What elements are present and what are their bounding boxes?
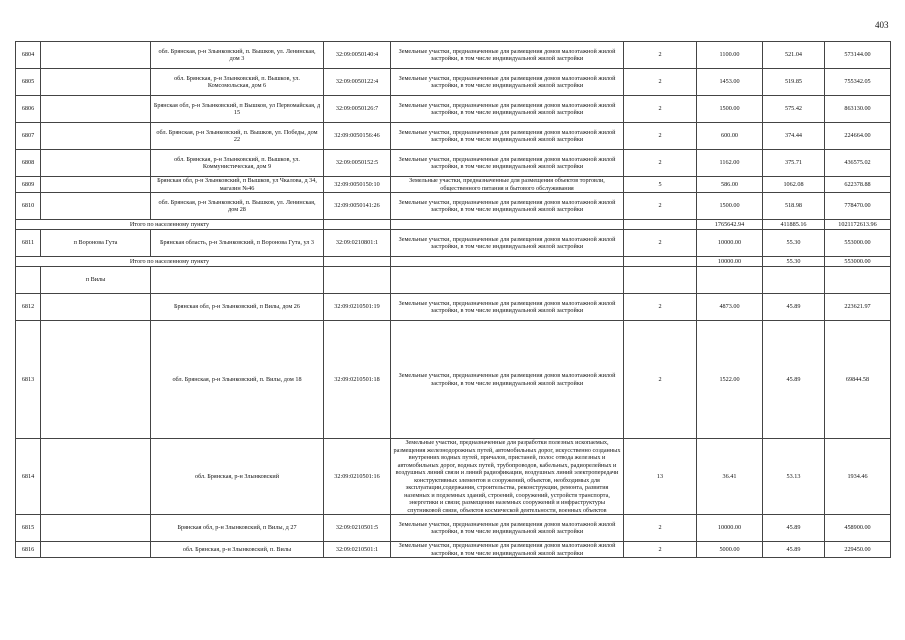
total-area: 10000.00: [697, 257, 763, 267]
settlement-cell: п Воронова Гута: [41, 230, 151, 257]
row-number: 6807: [16, 123, 41, 150]
group-code-cell: 2: [624, 294, 697, 321]
table-row: [16, 321, 891, 439]
total-area: 1765642.94: [697, 220, 763, 230]
address-cell: Брянская обл, р-н Злынковский, п Вилы, д 27: [151, 515, 324, 542]
empty-cell: [391, 267, 624, 294]
table-row: [16, 515, 891, 542]
row-number: 6808: [16, 150, 41, 177]
register-table: [15, 41, 891, 558]
settlement-cell: [41, 439, 151, 515]
unit-cadastral-value-cell: 575.42: [763, 96, 825, 123]
table-row: [16, 230, 891, 257]
row-number: 6805: [16, 69, 41, 96]
land-use-description-cell: Земельные участки, предназначенные для размещения домов малоэтажной жилой застройки, в том числе индивидуальной жилой застройки: [391, 542, 624, 558]
area-cell: 4873.00: [697, 294, 763, 321]
unit-cadastral-value-cell: 375.71: [763, 150, 825, 177]
address-cell: обл. Брянская, р-н Злынковский, п. Вышков, ул. Ленинская, дом 28: [151, 193, 324, 220]
area-cell: 1453.00: [697, 69, 763, 96]
settlement-cell: [41, 150, 151, 177]
cadastral-number-cell: 32:09:0050150:10: [324, 177, 391, 193]
unit-cadastral-value-cell: 518.98: [763, 193, 825, 220]
settlement-cell: [41, 193, 151, 220]
area-cell: 5000.00: [697, 542, 763, 558]
cadastral-value-cell: 622378.88: [825, 177, 891, 193]
table-row: [16, 193, 891, 220]
cadastral-value-cell: 778470.00: [825, 193, 891, 220]
group-code-cell: 2: [624, 42, 697, 69]
row-number: 6810: [16, 193, 41, 220]
group-code-cell: 2: [624, 321, 697, 439]
address-cell: Брянская обл, р-н Злынковский, п Вышков, ул Чкалова, д 34, магазин №46: [151, 177, 324, 193]
land-use-description-cell: Земельные участки, предназначенные для размещения домов малоэтажной жилой застройки, в том числе индивидуальной жилой застройки: [391, 230, 624, 257]
cadastral-value-cell: 224664.00: [825, 123, 891, 150]
area-cell: 1500.00: [697, 96, 763, 123]
cadastral-value-cell: 458900.00: [825, 515, 891, 542]
area-cell: 600.00: [697, 123, 763, 150]
address-cell: обл. Брянская, р-н Злынковский, п. Вышков, ул. Коммунистическая, дом 9: [151, 150, 324, 177]
cadastral-number-cell: 32:09:0210501:5: [324, 515, 391, 542]
empty-cell: [763, 267, 825, 294]
settlement-cell: [41, 69, 151, 96]
unit-cadastral-value-cell: 45.89: [763, 515, 825, 542]
unit-cadastral-value-cell: 45.89: [763, 294, 825, 321]
area-cell: 1162.00: [697, 150, 763, 177]
row-number: 6812: [16, 294, 41, 321]
area-cell: 1100.00: [697, 42, 763, 69]
cadastral-number-cell: 32:09:0050141:26: [324, 193, 391, 220]
address-cell: обл. Брянская, р-н Злынковский, п. Вилы: [151, 542, 324, 558]
cadastral-number-cell: 32:09:0050152:5: [324, 150, 391, 177]
row-number: 6814: [16, 439, 41, 515]
land-use-description-cell: Земельные участки, предназначенные для размещения объектов торговли, общественного питания и бытового обслуживания: [391, 177, 624, 193]
page-number: 403: [875, 20, 889, 30]
table-row: [16, 542, 891, 558]
empty-cell: [324, 257, 391, 267]
row-number: 6815: [16, 515, 41, 542]
cadastral-value-cell: 863130.00: [825, 96, 891, 123]
land-use-description-cell: Земельные участки, предназначенные для размещения домов малоэтажной жилой застройки, в том числе индивидуальной жилой застройки: [391, 96, 624, 123]
cadastral-value-cell: 223621.97: [825, 294, 891, 321]
total-cadastral-value: 553000.00: [825, 257, 891, 267]
land-use-description-cell: Земельные участки, предназначенные для размещения домов малоэтажной жилой застройки, в том числе индивидуальной жилой застройки: [391, 42, 624, 69]
land-use-description-cell: Земельные участки, предназначенные для размещения домов малоэтажной жилой застройки, в том числе индивидуальной жилой застройки: [391, 515, 624, 542]
cadastral-number-cell: 32:09:0050122:4: [324, 69, 391, 96]
settlement-cell: [41, 515, 151, 542]
settlement-total-row: [16, 220, 891, 230]
unit-cadastral-value-cell: 519.85: [763, 69, 825, 96]
empty-cell: [624, 267, 697, 294]
cadastral-number-cell: 32:09:0210501:1: [324, 542, 391, 558]
cadastral-number-cell: 32:09:0050156:46: [324, 123, 391, 150]
settlement-total-row: [16, 257, 891, 267]
settlement-cell: [41, 321, 151, 439]
table-row: [16, 42, 891, 69]
cadastral-value-cell: 69844.58: [825, 321, 891, 439]
cadastral-number-cell: 32:09:0210501:16: [324, 439, 391, 515]
unit-cadastral-value-cell: 45.89: [763, 542, 825, 558]
address-cell: обл. Брянская, р-н Злынковский, п. Вилы, дом 18: [151, 321, 324, 439]
table-row: [16, 177, 891, 193]
table-row: [16, 69, 891, 96]
empty-cell: [697, 267, 763, 294]
empty-cell: [324, 220, 391, 230]
group-code-cell: 2: [624, 515, 697, 542]
unit-cadastral-value-cell: 45.89: [763, 321, 825, 439]
table-row: [16, 123, 891, 150]
empty-cell: [151, 267, 324, 294]
group-code-cell: 2: [624, 96, 697, 123]
empty-cell: [825, 267, 891, 294]
cadastral-number-cell: 32:09:0210501:19: [324, 294, 391, 321]
address-cell: Брянская обл, р-н Злынковский, п Вилы, дом 26: [151, 294, 324, 321]
land-use-description-cell: Земельные участки, предназначенные для размещения домов малоэтажной жилой застройки, в том числе индивидуальной жилой застройки: [391, 321, 624, 439]
empty-cell: [624, 257, 697, 267]
area-cell: 10000.00: [697, 230, 763, 257]
address-cell: Брянская область, р-н Злынковский, п Воронова Гута, ул 3: [151, 230, 324, 257]
area-cell: 586.00: [697, 177, 763, 193]
address-cell: обл. Брянская, р-н Злынковский, п. Вышков, ул. Победы, дом 22: [151, 123, 324, 150]
table-row: [16, 150, 891, 177]
empty-cell: [391, 257, 624, 267]
area-cell: 1500.00: [697, 193, 763, 220]
table-row: [16, 294, 891, 321]
group-code-cell: 2: [624, 193, 697, 220]
settlement-cell: [41, 177, 151, 193]
cadastral-value-cell: 573144.00: [825, 42, 891, 69]
total-cadastral-value: 1021172613.96: [825, 220, 891, 230]
area-cell: 10000.00: [697, 515, 763, 542]
land-use-description-cell: Земельные участки, предназначенные для размещения домов малоэтажной жилой застройки, в том числе индивидуальной жилой застройки: [391, 294, 624, 321]
unit-cadastral-value-cell: 53.13: [763, 439, 825, 515]
row-number: 6804: [16, 42, 41, 69]
settlement-cell: [41, 123, 151, 150]
unit-cadastral-value-cell: 521.04: [763, 42, 825, 69]
table-row: [16, 439, 891, 515]
row-number: 6809: [16, 177, 41, 193]
settlement-cell: [41, 542, 151, 558]
land-use-description-cell: Земельные участки, предназначенные для размещения домов малоэтажной жилой застройки, в том числе индивидуальной жилой застройки: [391, 193, 624, 220]
cadastral-value-cell: 553000.00: [825, 230, 891, 257]
empty-cell: [624, 220, 697, 230]
row-number: 6813: [16, 321, 41, 439]
group-code-cell: 2: [624, 150, 697, 177]
settlement-cell: [41, 96, 151, 123]
empty-cell: [16, 267, 41, 294]
area-cell: 36.41: [697, 439, 763, 515]
cadastral-value-cell: 229450.00: [825, 542, 891, 558]
cadastral-number-cell: 32:09:0210801:1: [324, 230, 391, 257]
unit-cadastral-value-cell: 374.44: [763, 123, 825, 150]
total-label: Итого по населенному пункту: [16, 220, 324, 230]
row-number: 6806: [16, 96, 41, 123]
unit-cadastral-value-cell: 1062.08: [763, 177, 825, 193]
address-cell: обл. Брянская, р-н Злынковский, п. Вышков, ул. Ленинская, дом 3: [151, 42, 324, 69]
group-code-cell: 2: [624, 542, 697, 558]
address-cell: Брянская обл, р-н Злынковский, п Вышков, ул Первомайская, д 15: [151, 96, 324, 123]
cadastral-number-cell: 32:09:0050126:7: [324, 96, 391, 123]
land-use-description-cell: Земельные участки, предназначенные для размещения домов малоэтажной жилой застройки, в том числе индивидуальной жилой застройки: [391, 69, 624, 96]
cadastral-value-cell: 436575.02: [825, 150, 891, 177]
total-unit-value: 411885.16: [763, 220, 825, 230]
group-code-cell: 13: [624, 439, 697, 515]
settlement-heading: п Вилы: [41, 267, 151, 294]
empty-cell: [391, 220, 624, 230]
cadastral-value-cell: 1934.46: [825, 439, 891, 515]
empty-cell: [324, 267, 391, 294]
unit-cadastral-value-cell: 55.30: [763, 230, 825, 257]
settlement-cell: [41, 42, 151, 69]
settlement-heading-row: [16, 267, 891, 294]
cadastral-number-cell: 32:09:0210501:18: [324, 321, 391, 439]
total-label: Итого по населенному пункту: [16, 257, 324, 267]
group-code-cell: 2: [624, 123, 697, 150]
total-unit-value: 55.30: [763, 257, 825, 267]
group-code-cell: 5: [624, 177, 697, 193]
cadastral-number-cell: 32:09:0050140:4: [324, 42, 391, 69]
group-code-cell: 2: [624, 230, 697, 257]
cadastral-value-cell: 755342.05: [825, 69, 891, 96]
row-number: 6811: [16, 230, 41, 257]
land-use-description-cell: Земельные участки, предназначенные для размещения домов малоэтажной жилой застройки, в том числе индивидуальной жилой застройки: [391, 123, 624, 150]
land-use-description-cell: Земельные участки, предназначенные для размещения домов малоэтажной жилой застройки, в том числе индивидуальной жилой застройки: [391, 150, 624, 177]
address-cell: обл. Брянская, р-н Злынковский: [151, 439, 324, 515]
address-cell: обл. Брянская, р-н Злынковский, п. Вышков, ул. Комсомольская, дом 6: [151, 69, 324, 96]
table-row: [16, 96, 891, 123]
group-code-cell: 2: [624, 69, 697, 96]
land-use-description-cell: Земельные участки, предназначенные для разработки полезных ископаемых, размещения железнодорожных путей, автомобильных дорог, искусственно созданных внутренних водных путей, причалов, пристаней, полос отвода железных и автомобильных дорог, водных путей, трубопроводов, кабельных, радиорелейных и воздушных линий связи и линий радиофикации, воздушных линий электропередачи конструктивных элементов и сооружений, объектов, необходимых для эксплуатации,содержания, строительства, реконструкции, ремонта, развития наземных и подземных зданий, строений, сооружений, устройств транспорта, энергетики и связи; размещения наземных сооружений и инфраструктуры спутниковой связи, объектов космической деятельности, военных объектов: [391, 439, 624, 515]
row-number: 6816: [16, 542, 41, 558]
settlement-cell: [41, 294, 151, 321]
area-cell: 1522.00: [697, 321, 763, 439]
